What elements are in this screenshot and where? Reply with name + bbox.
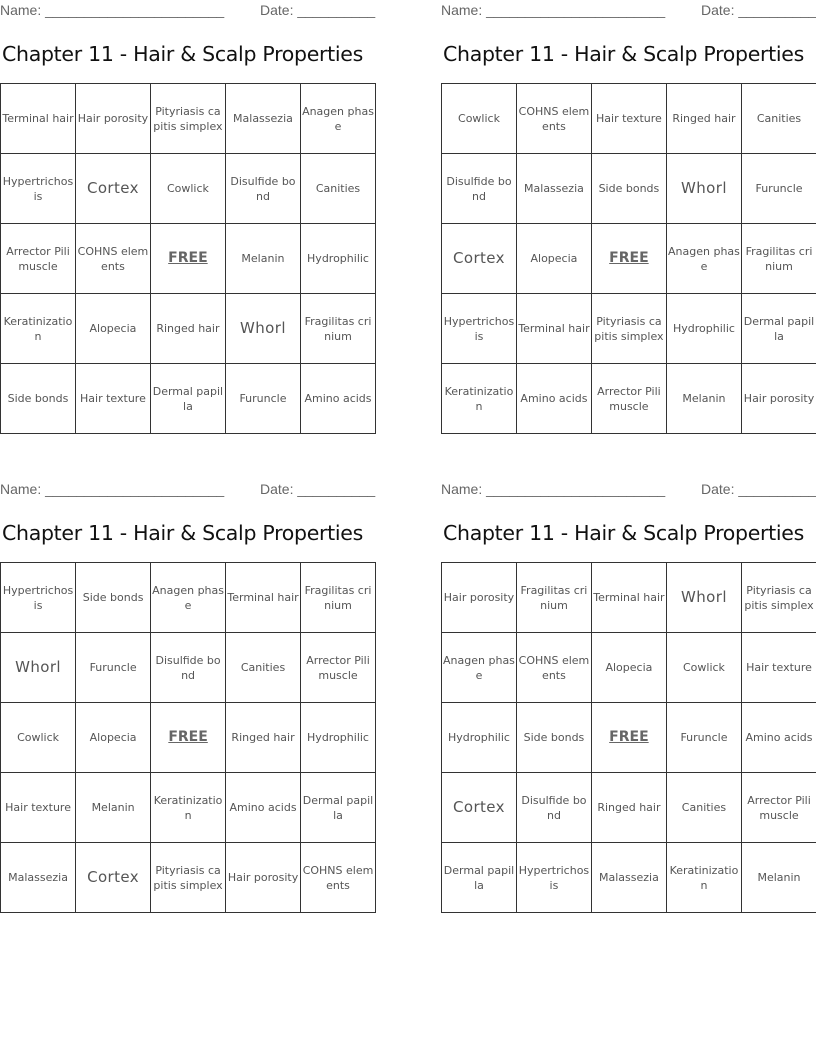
bingo-cell: Amino acids [742,703,816,773]
bingo-cell: Alopecia [591,633,666,703]
bingo-row [1,773,376,843]
bingo-cell: Side bonds [76,563,151,633]
bingo-cell: Hair porosity [226,843,301,913]
card-header [441,479,816,501]
bingo-cell: Dermal papilla [150,364,225,434]
free-space-cell: FREE [591,703,666,773]
bingo-cell: Canities [742,84,816,154]
bingo-cell: Disulfide bond [442,154,517,224]
card-title: Chapter 11 - Hair & Scalp Properties [443,521,804,545]
bingo-cell: Canities [666,773,741,843]
bingo-cell: Keratinization [1,294,76,364]
bingo-row [1,563,376,633]
bingo-cell: Furuncle [225,364,300,434]
bingo-cell: Whorl [225,294,300,364]
bingo-cell: Melanin [742,843,816,913]
free-space-cell: FREE [151,703,226,773]
bingo-row [442,84,816,154]
bingo-cell: Hydrophilic [666,294,741,364]
bingo-cell: Fragilitas crinium [301,294,376,364]
bingo-cell: Pityriasis capitis simplex [742,563,816,633]
bingo-cell: Disulfide bond [151,633,226,703]
bingo-cell: Hair texture [1,773,76,843]
bingo-cell: Ringed hair [150,294,225,364]
bingo-cell: Alopecia [75,294,150,364]
bingo-cell: Melanin [225,224,300,294]
bingo-row [1,633,376,703]
bingo-cell: Hypertrichosis [1,563,76,633]
bingo-grid [441,562,816,913]
date-line: Date: __________ [701,481,816,497]
bingo-cell: Keratinization [151,773,226,843]
bingo-row [1,224,376,294]
bingo-cell: Hypertrichosis [442,294,517,364]
bingo-cell: Terminal hair [591,563,666,633]
name-line: Name: _______________________ [0,2,225,18]
bingo-cell: Fragilitas crinium [516,563,591,633]
bingo-cell: Pityriasis capitis simplex [150,84,225,154]
free-space-cell: FREE [591,224,666,294]
bingo-row [442,773,816,843]
bingo-cell: Hydrophilic [301,224,376,294]
bingo-cell: Hair porosity [442,563,517,633]
bingo-cell: Hair porosity [742,364,816,434]
bingo-cell: Whorl [666,563,741,633]
bingo-cell: Arrector Pili muscle [742,773,816,843]
card-header [0,479,376,501]
bingo-cell: Ringed hair [226,703,301,773]
card-title: Chapter 11 - Hair & Scalp Properties [2,42,363,66]
bingo-cell: Side bonds [1,364,76,434]
bingo-cell: Furuncle [742,154,816,224]
bingo-cell: Malassezia [225,84,300,154]
bingo-cell: Dermal papilla [301,773,376,843]
bingo-cell: Canities [301,154,376,224]
free-space-cell: FREE [150,224,225,294]
card-title: Chapter 11 - Hair & Scalp Properties [443,42,804,66]
bingo-cell: COHNS elements [516,84,591,154]
bingo-cell: Arrector Pili muscle [1,224,76,294]
bingo-cell: Malassezia [516,154,591,224]
bingo-cell: Terminal hair [226,563,301,633]
bingo-cell: Side bonds [516,703,591,773]
bingo-row [442,703,816,773]
bingo-row [1,703,376,773]
bingo-cell: Canities [226,633,301,703]
bingo-cell: Arrector Pili muscle [301,633,376,703]
bingo-cell: Melanin [76,773,151,843]
bingo-cell: Disulfide bond [516,773,591,843]
bingo-cell: Cowlick [150,154,225,224]
bingo-cell: Terminal hair [516,294,591,364]
card-header [441,0,816,22]
bingo-row [442,154,816,224]
bingo-cell: Disulfide bond [225,154,300,224]
bingo-row [442,563,816,633]
bingo-cell: Side bonds [591,154,666,224]
bingo-cell: Hydrophilic [442,703,517,773]
bingo-cell: Amino acids [226,773,301,843]
bingo-grid [441,83,816,434]
bingo-cell: Cortex [75,154,150,224]
bingo-cell: Hydrophilic [301,703,376,773]
bingo-cell: Hypertrichosis [516,843,591,913]
card-title: Chapter 11 - Hair & Scalp Properties [2,521,363,545]
bingo-cell: Hair texture [75,364,150,434]
bingo-row [442,364,816,434]
bingo-cell: Dermal papilla [742,294,816,364]
bingo-cell: Cowlick [1,703,76,773]
bingo-cell: Fragilitas crinium [742,224,816,294]
bingo-cell: COHNS elements [516,633,591,703]
bingo-grid [0,562,376,913]
bingo-grid [0,83,376,434]
bingo-cell: Cowlick [666,633,741,703]
bingo-cell: COHNS elements [75,224,150,294]
bingo-cell: Cortex [76,843,151,913]
bingo-cell: Fragilitas crinium [301,563,376,633]
bingo-cell: Dermal papilla [442,843,517,913]
date-line: Date: __________ [260,2,376,18]
bingo-cell: Alopecia [76,703,151,773]
bingo-row [442,633,816,703]
bingo-cell: Anagen phase [442,633,517,703]
bingo-row [442,843,816,913]
bingo-cell: Hypertrichosis [1,154,76,224]
bingo-cell: Cowlick [442,84,517,154]
bingo-cell: Alopecia [516,224,591,294]
bingo-row [1,154,376,224]
bingo-cell: Pityriasis capitis simplex [151,843,226,913]
bingo-cell: Keratinization [442,364,517,434]
bingo-row [1,843,376,913]
bingo-cell: Melanin [666,364,741,434]
bingo-cell: Malassezia [1,843,76,913]
bingo-cell: Arrector Pili muscle [591,364,666,434]
bingo-cell: Cortex [442,773,517,843]
bingo-cell: Cortex [442,224,517,294]
bingo-cell: Whorl [1,633,76,703]
bingo-row [1,364,376,434]
bingo-cell: Keratinization [666,843,741,913]
date-line: Date: __________ [260,481,376,497]
bingo-cell: Ringed hair [666,84,741,154]
bingo-cell: Amino acids [301,364,376,434]
card-header [0,0,376,22]
bingo-row [442,294,816,364]
name-line: Name: _______________________ [441,481,666,497]
date-line: Date: __________ [701,2,816,18]
name-line: Name: _______________________ [441,2,666,18]
bingo-cell: Anagen phase [666,224,741,294]
bingo-cell: Furuncle [76,633,151,703]
bingo-cell: Amino acids [516,364,591,434]
bingo-cell: Anagen phase [301,84,376,154]
bingo-cell: COHNS elements [301,843,376,913]
bingo-cell: Malassezia [591,843,666,913]
bingo-row [442,224,816,294]
bingo-row [1,84,376,154]
bingo-row [1,294,376,364]
bingo-cell: Ringed hair [591,773,666,843]
bingo-cell: Whorl [666,154,741,224]
name-line: Name: _______________________ [0,481,225,497]
bingo-cell: Pityriasis capitis simplex [591,294,666,364]
bingo-cell: Hair texture [742,633,816,703]
bingo-cell: Anagen phase [151,563,226,633]
bingo-cell: Terminal hair [1,84,76,154]
bingo-cell: Furuncle [666,703,741,773]
bingo-cell: Hair texture [591,84,666,154]
bingo-cell: Hair porosity [75,84,150,154]
